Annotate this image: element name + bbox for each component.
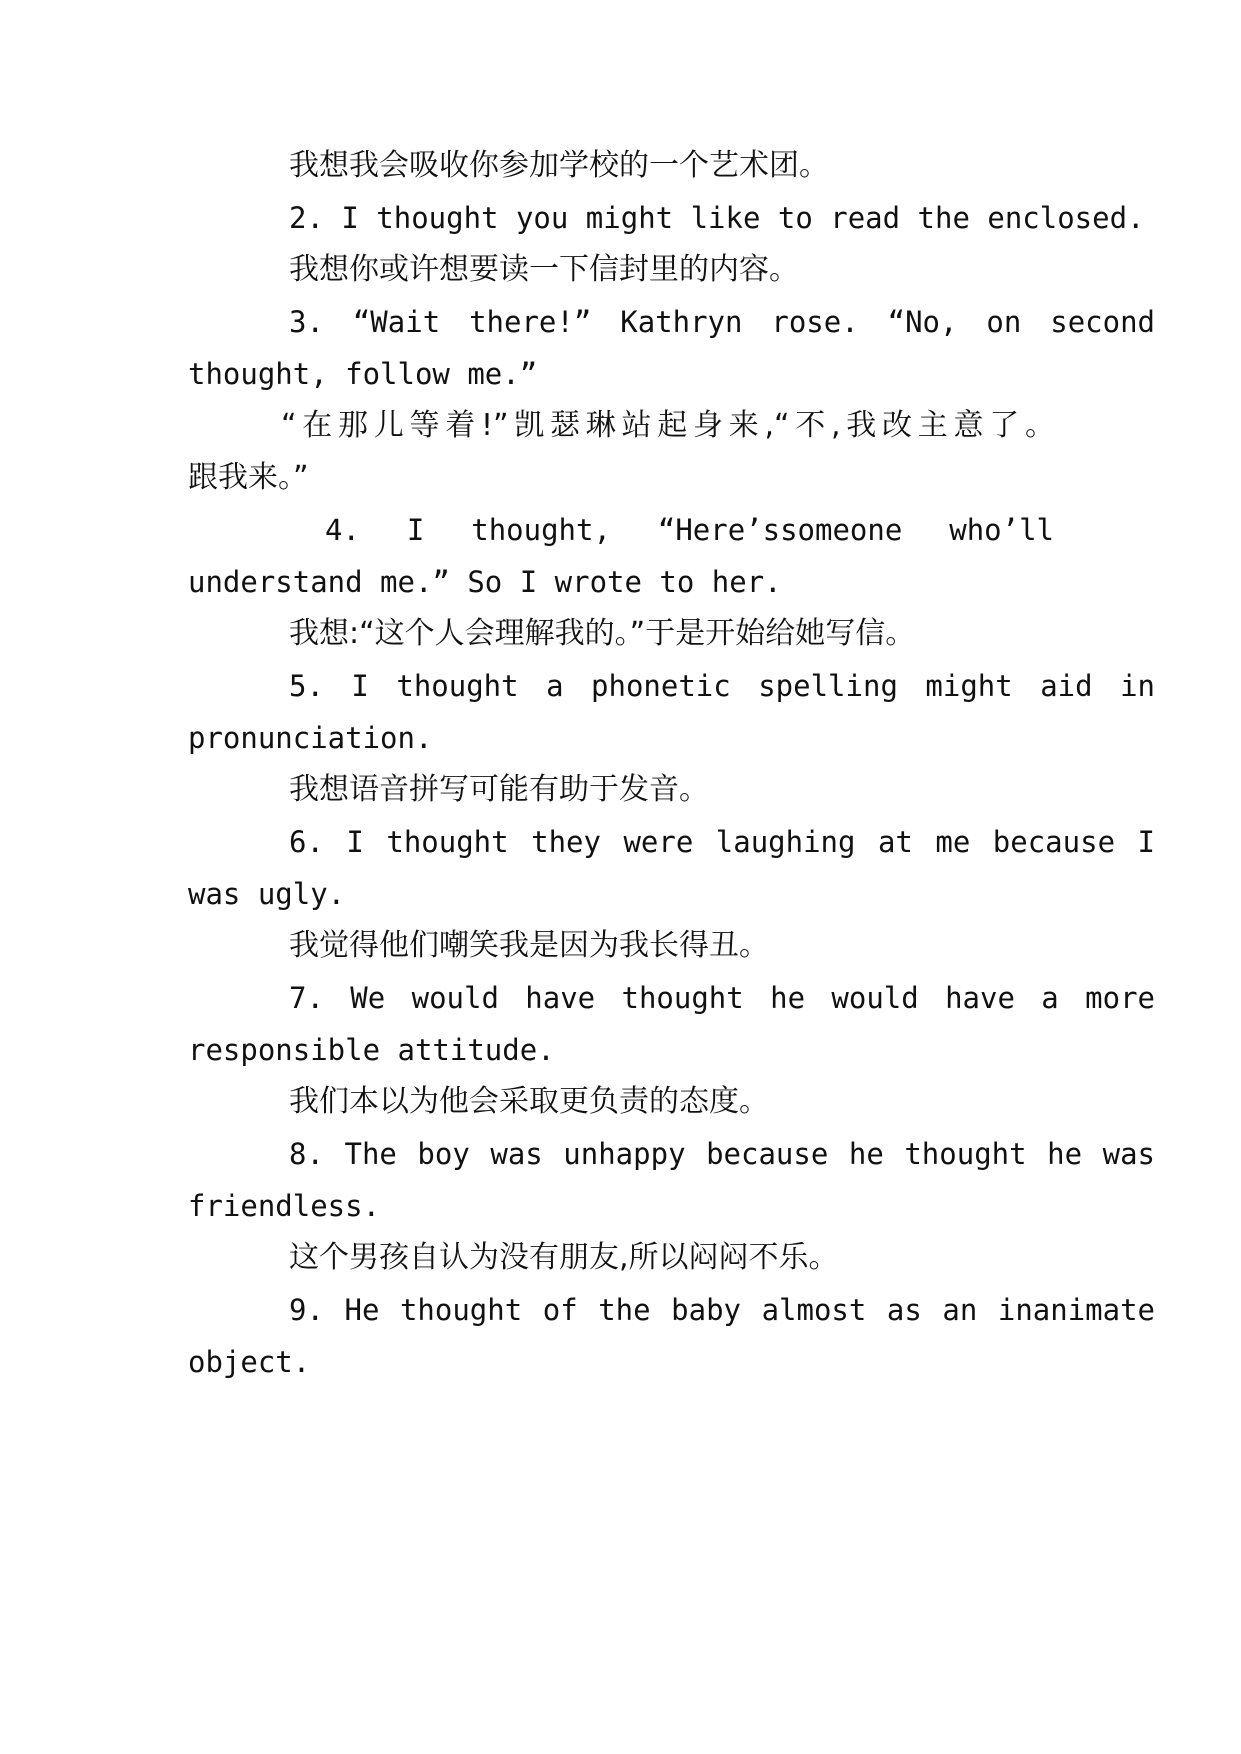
paragraph-line: 8. The boy was unhappy because he thought he was (289, 1137, 1155, 1171)
paragraph-line: 6. I thought they were laughing at me because I (289, 825, 1155, 859)
paragraph-line: 3. “Wait there!” Kathryn rose. “No, on second (289, 305, 1155, 339)
paragraph-line: pronunciation. (188, 721, 433, 755)
paragraph-line: thought, follow me.” (188, 357, 538, 391)
paragraph-line: responsible attitude. (188, 1033, 555, 1067)
paragraph-line: was ugly. (188, 877, 346, 911)
paragraph-line: 我想你或许想要读一下信封里的内容。 (289, 252, 799, 287)
paragraph-line: 2. I thought you might like to read the enclosed. (289, 201, 1145, 235)
paragraph-line: 4. I thought, “Here’ssomeone who’ll (325, 513, 1054, 547)
paragraph-line: understand me.” So I wrote to her. (188, 565, 782, 599)
paragraph-line: 我们本以为他会采取更负责的态度。 (289, 1084, 769, 1119)
paragraph-line: 跟我来。” (188, 460, 309, 495)
paragraph-line: “在那儿等着!”凯瑟琳站起身来,“不,我改主意了。 (281, 408, 1055, 443)
paragraph-line: 我想我会吸收你参加学校的一个艺术团。 (289, 148, 829, 183)
paragraph-line: 5. I thought a phonetic spelling might aid in (289, 669, 1155, 703)
paragraph-line: 我觉得他们嘲笑我是因为我长得丑。 (289, 928, 769, 963)
paragraph-line: 9. He thought of the baby almost as an inanimate (289, 1293, 1155, 1327)
paragraph-line: 这个男孩自认为没有朋友,所以闷闷不乐。 (289, 1240, 839, 1275)
paragraph-line: 我想:“这个人会理解我的。”于是开始给她写信。 (289, 616, 916, 651)
paragraph-line: object. (188, 1345, 311, 1379)
paragraph-line: 7. We would have thought he would have a more (289, 981, 1155, 1015)
paragraph-line: friendless. (188, 1189, 381, 1223)
paragraph-line: 我想语音拼写可能有助于发音。 (289, 772, 709, 807)
